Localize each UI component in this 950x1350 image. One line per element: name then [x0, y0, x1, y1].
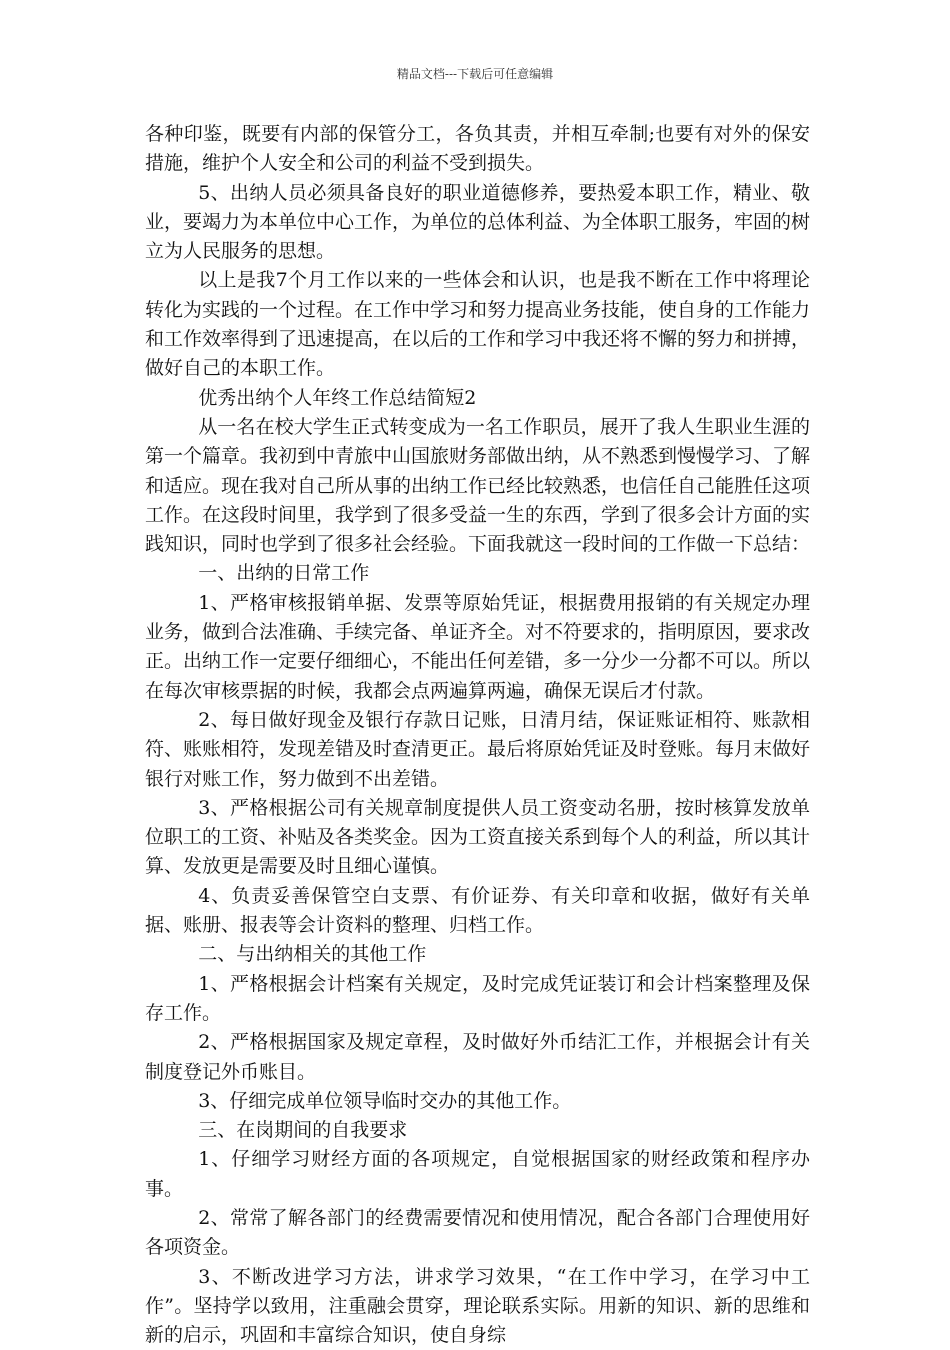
paragraph-self-3: 3、不断改进学习方法，讲求学习效果，“在工作中学习，在学习中工作”。坚持学以致用，注重融会贯穿，理论联系实际。用新的知识、新的思维和新的启示，巩固和丰富综合知识，使自身综: [145, 1265, 810, 1347]
heading-daily-work: 一、出纳的日常工作: [198, 562, 370, 585]
heading-self-requirements: 三、在岗期间的自我要求: [198, 1119, 408, 1142]
paragraph-intro: 从一名在校大学生正式转变成为一名工作职员，展开了我人生职业生涯的第一个篇章。我初到中青旅中山国旅财务部做出纳，从不熟悉到慢慢学习、了解和适应。现在我对自己所从事的出纳工作已经比较熟悉，也信任自己能胜任这项工作。在这段时间里，我学到了很多受益一生的东西，学到了很多会计方面的实践知识，同时也学到了很多社会经验。下面我就这一段时间的工作做一下总结：: [145, 415, 811, 556]
document-body: [145, 120, 810, 1350]
heading-other-work: 二、与出纳相关的其他工作: [198, 943, 427, 966]
page-header: 精品文档---下载后可任意编辑: [396, 67, 554, 81]
paragraph-continuation: 各种印鉴，既要有内部的保管分工，各负其责，并相互牵制;也要有对外的保安措施，维护个人安全和公司的利益不受到损失。: [145, 123, 810, 175]
paragraph-other-2: 2、严格根据国家及规定章程，及时做好外币结汇工作，并根据会计有关制度登记外币账目。: [145, 1031, 810, 1083]
paragraph-other-3: 3、仔细完成单位领导临时交办的其他工作。: [198, 1089, 572, 1112]
paragraph-self-1: 1、仔细学习财经方面的各项规定，自觉根据国家的财经政策和程序办事。: [145, 1148, 810, 1200]
paragraph-daily-1: 1、严格审核报销单据、发票等原始凭证，根据费用报销的有关规定办理业务，做到合法准确、手续完备、单证齐全。对不符要求的，指明原因，要求改正。出纳工作一定要仔细细心，不能出任何差错，多一分少一分都不可以。所以在每次审核票据的时候，我都会点两遍算两遍，确保无误后才付款。: [145, 591, 811, 702]
paragraph-other-1: 1、严格根据会计档案有关规定，及时完成凭证装订和会计档案整理及保存工作。: [145, 972, 810, 1024]
paragraph-daily-3: 3、严格根据公司有关规章制度提供人员工资变动名册，按时核算发放单位职工的工资、补贴及各类奖金。因为工资直接关系到每个人的利益，所以其计算、发放更是需要及时且细心谨慎。: [145, 796, 811, 878]
paragraph-self-2: 2、常常了解各部门的经费需要情况和使用情况，配合各部门合理使用好各项资金。: [145, 1206, 810, 1259]
paragraph-daily-2: 2、每日做好现金及银行存款日记账，日清月结，保证账证相符、账款相符、账账相符，发现差错及时查清更正。最后将原始凭证及时登账。每月末做好银行对账工作，努力做到不出差错。: [145, 708, 811, 790]
paragraph-summary: 以上是我7个月工作以来的一些体会和认识，也是我不断在工作中将理论转化为实践的一个过程。在工作中学习和努力提高业务技能，使自身的工作能力和工作效率得到了迅速提高，在以后的工作和学习中我还将不懈的努力和拼搏，做好自己的本职工作。: [145, 269, 811, 380]
paragraph-daily-4: 4、负责妥善保管空白支票、有价证券、有关印章和收据，做好有关单据、账册、报表等会计资料的整理、归档工作。: [145, 884, 810, 937]
section-title-2: 优秀出纳个人年终工作总结简短2: [198, 386, 477, 409]
paragraph-item-5: 5、出纳人员必须具备良好的职业道德修养，要热爱本职工作，精业、敬业，要竭力为本单位中心工作，为单位的总体利益、为全体职工服务，牢固的树立为人民服务的思想。: [145, 181, 811, 263]
